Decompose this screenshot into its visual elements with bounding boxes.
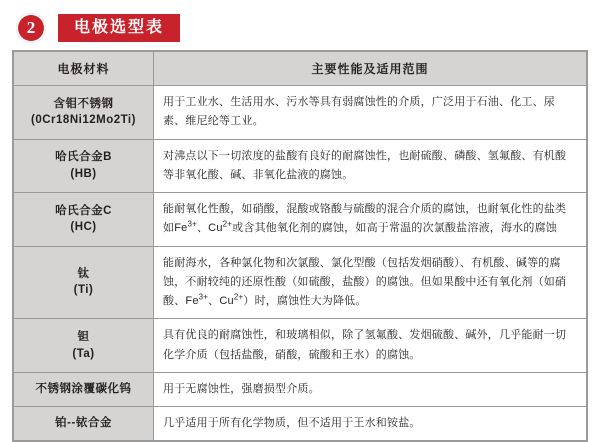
cell-description: 能耐氧化性酸，如硝酸，混酸或铬酸与硫酸的混合介质的腐蚀，也耐氧化性的盐类如$Fe^{3+}$、$Cu^{2+}$或含其他氧化剂的腐蚀，如高于常温的次氯酸盐溶液，海水的腐蚀 [154, 193, 587, 247]
cell-description: 对沸点以下一切浓度的盐酸有良好的耐腐蚀性，也耐硫酸、磷酸、氢氟酸、有机酸等非氧化酸、碱、非氧化盐液的腐蚀。 [154, 139, 587, 193]
table-header [14, 52, 587, 86]
cell-material [14, 193, 154, 247]
material-line: (HC) [70, 221, 97, 234]
material-line: 含钼不锈钢 [53, 97, 114, 110]
cell-description: 用于工业水、生活用水、污水等具有弱腐蚀性的介质，广泛用于石油、化工、尿素、维尼纶等工业。 [154, 86, 587, 140]
cell-material [14, 86, 154, 140]
cell-material [14, 139, 154, 193]
material-line: 不锈钢涂覆碳化钨 [35, 383, 132, 396]
material-line: (HB) [70, 167, 97, 180]
material-line: (Ta) [72, 347, 95, 360]
material-line: (0Cr18Ni12Mo2Ti) [31, 114, 136, 127]
material-line: 哈氏合金C [55, 204, 112, 217]
material-line: 铂--铱合金 [55, 417, 112, 430]
table-body [14, 86, 587, 441]
material-line: (Ti) [73, 284, 94, 297]
table-row [14, 407, 587, 441]
page-title: 电极选型表 [58, 14, 180, 43]
table-header-row [14, 52, 587, 86]
cell-material [14, 246, 154, 319]
column-header-material: 电极材料 [14, 52, 154, 86]
table-row [14, 139, 587, 193]
section-number-badge: 2 [16, 13, 46, 43]
cell-description: 几乎适用于所有化学物质，但不适用于王水和铵盐。 [154, 407, 587, 441]
electrode-selection-table-wrapper [12, 50, 588, 442]
table-row [14, 246, 587, 319]
material-line: 钽 [77, 330, 90, 343]
column-header-description: 主要性能及适用范围 [154, 52, 587, 86]
cell-description: 能耐海水，各种氯化物和次氯酸、氯化型酸（包括发烟硝酸）、有机酸、碱等的腐蚀，不耐较纯的还原性酸（如硫酸，盐酸）的腐蚀。但如果酸中还有氧化剂（如硝酸、$Fe^{3+}$、$Cu^{2+}$）时，腐蚀性大为降低。 [154, 246, 587, 319]
cell-material [14, 372, 154, 406]
table-row [14, 372, 587, 406]
material-line: 哈氏合金B [55, 151, 112, 164]
table-row [14, 86, 587, 140]
table-row [14, 319, 587, 373]
cell-description: 具有优良的耐腐蚀性，和玻璃相似，除了氢氟酸、发烟硫酸、碱外，几乎能耐一切化学介质（包括盐酸，硝酸，硫酸和王水）的腐蚀。 [154, 319, 587, 373]
material-line: 钛 [77, 267, 90, 280]
cell-material [14, 407, 154, 441]
cell-material [14, 319, 154, 373]
electrode-selection-table [13, 51, 587, 441]
cell-description: 用于无腐蚀性，强磨损型介质。 [154, 372, 587, 406]
table-row [14, 193, 587, 247]
page-header [0, 0, 600, 44]
